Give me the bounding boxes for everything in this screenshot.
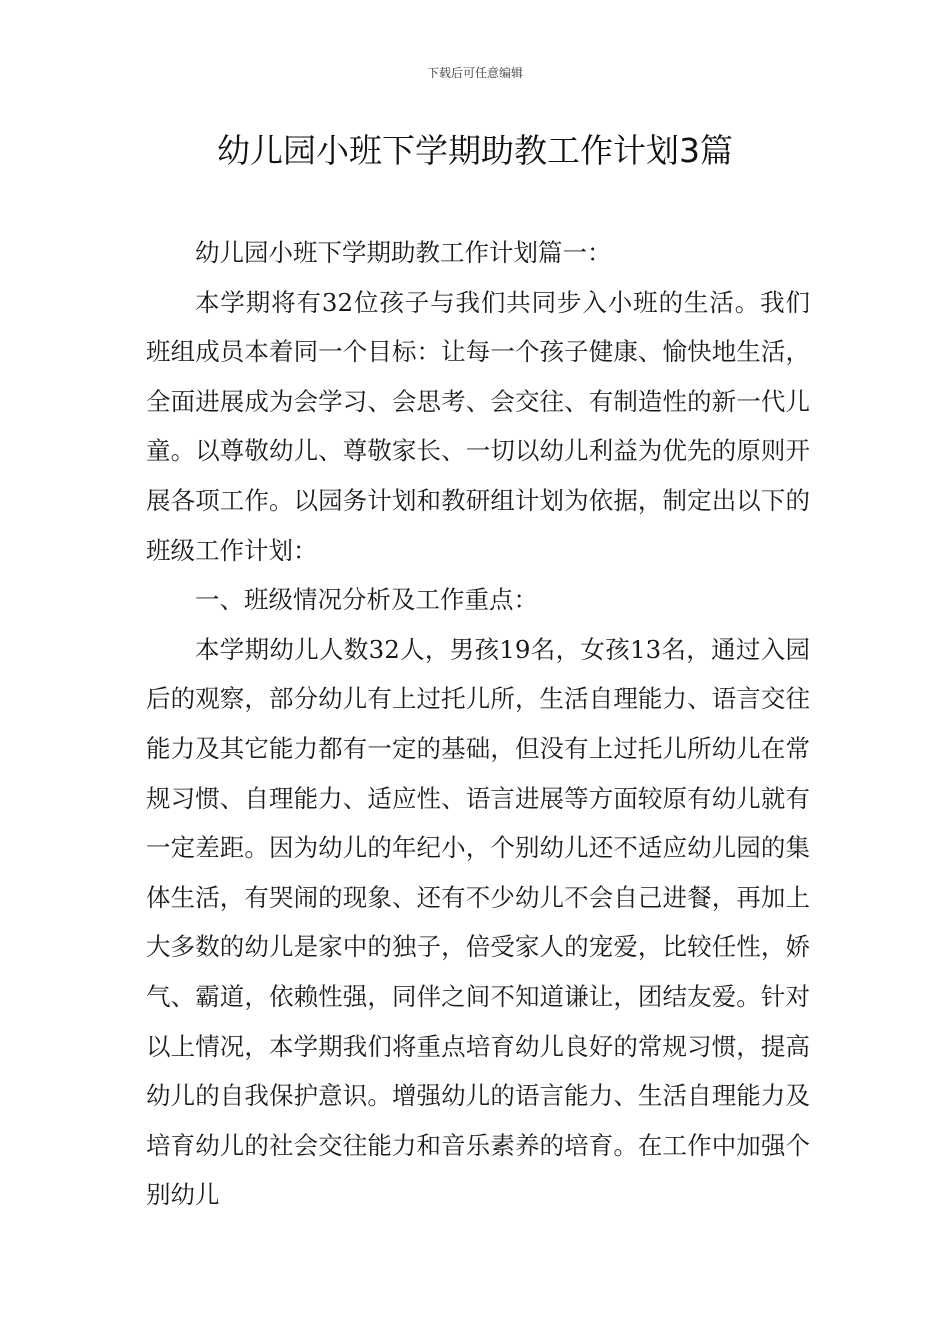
class-analysis-paragraph: 本学期幼儿人数32人，男孩19名，女孩13名，通过入园后的观察，部分幼儿有上过托儿所，生活自理能力、语言交往能力及其它能力都有一定的基础，但没有上过托儿所幼儿在常规习惯、自理能力、适应性、语言进展等方面较原有幼儿就有一定差距。因为幼儿的年纪小，个别幼儿还不适应幼儿园的集体生活，有哭闹的现象、还有不少幼儿不会自己进餐，再加上大多数的幼儿是家中的独子，倍受家人的宠爱，比较任性，娇气、霸道，依赖性强，同伴之间不知道谦让，团结友爱。针对以上情况，本学期我们将重点培育幼儿良好的常规习惯，提高幼儿的自我保护意识。增强幼儿的语言能力、生活自理能力及培育幼儿的社会交往能力和音乐素养的培育。在工作中加强个别幼儿 — [146, 634, 810, 1210]
document-body — [146, 228, 810, 1220]
section-heading-part-one: 幼儿园小班下学期助教工作计划篇一： — [195, 238, 612, 267]
header-note: 下载后可任意编辑 — [426, 66, 523, 80]
document-title: 幼儿园小班下学期助教工作计划3篇 — [217, 131, 733, 170]
intro-paragraph: 本学期将有32位孩子与我们共同步入小班的生活。我们班组成员本着同一个目标：让每一个孩子健康、愉快地生活，全面进展成为会学习、会思考、会交往、有制造性的新一代儿童。以尊敬幼儿、尊敬家长、一切以幼儿利益为优先的原则开展各项工作。以园务计划和教研组计划为依据，制定出以下的班级工作计划： — [146, 287, 810, 565]
section-heading-class-analysis: 一、班级情况分析及工作重点： — [195, 585, 538, 615]
